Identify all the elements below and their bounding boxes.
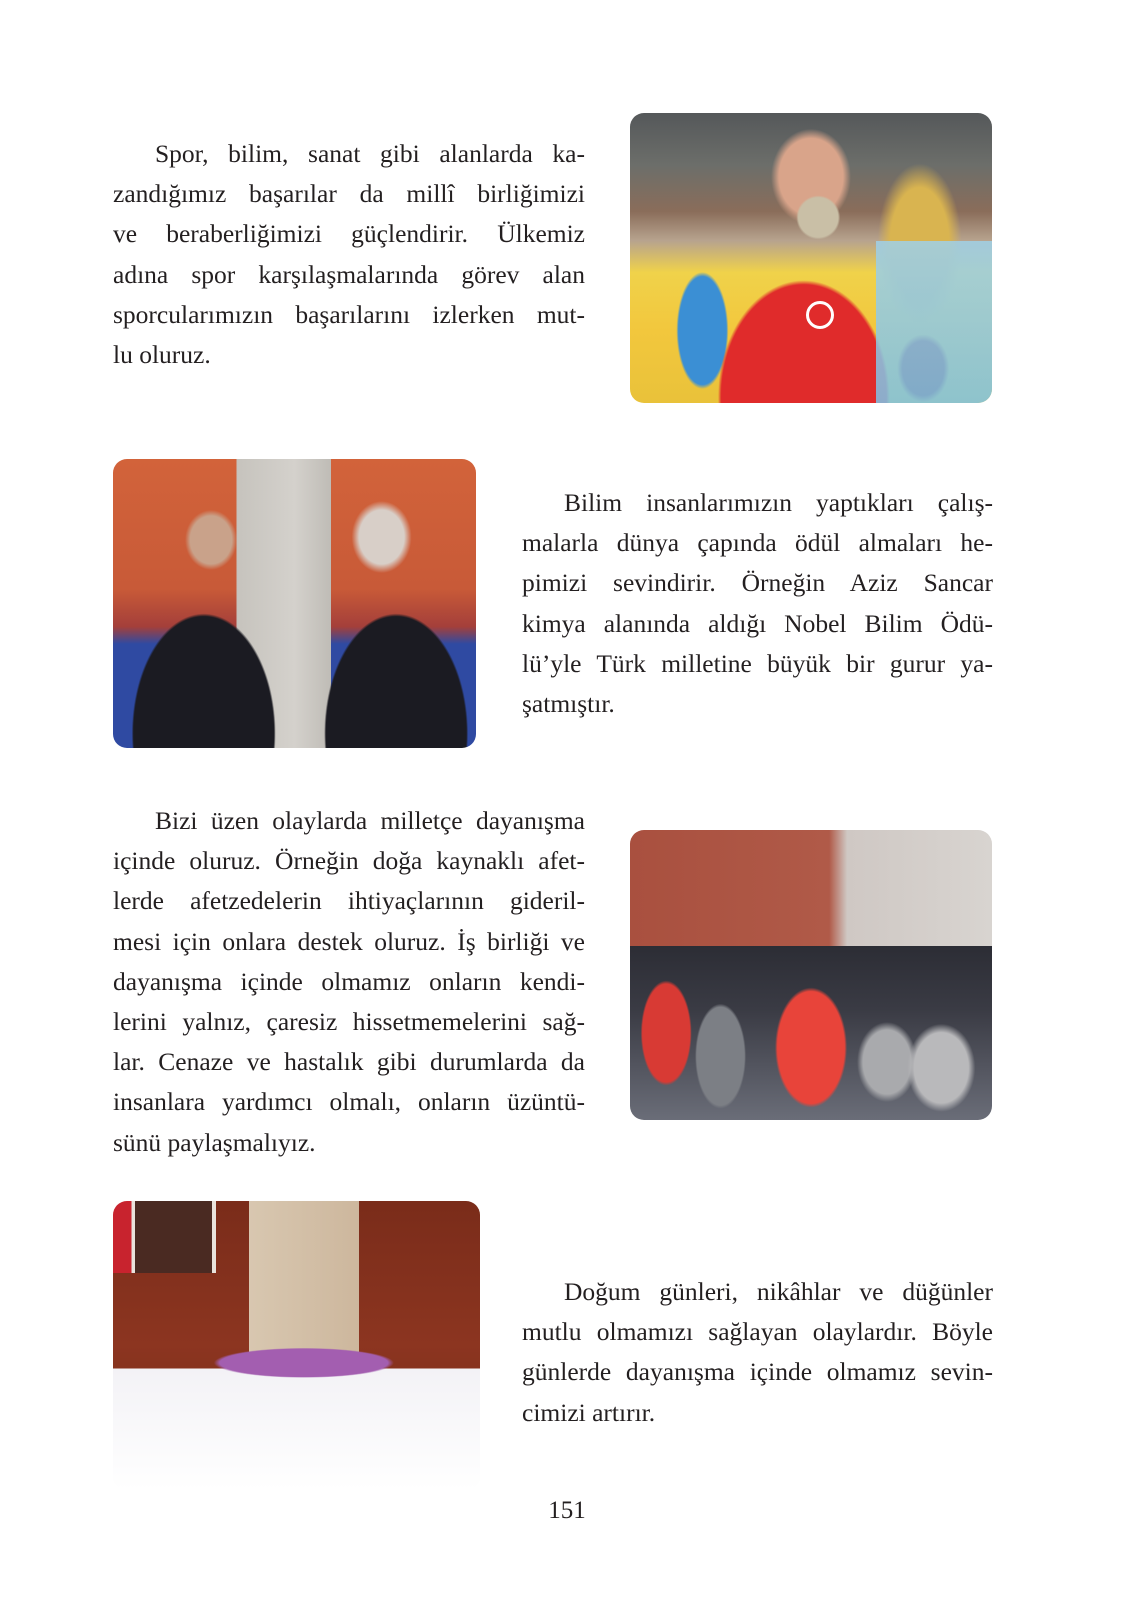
text-line: sünü paylaşmalıyız. <box>113 1127 316 1157</box>
text-line: Bilim insanlarımızın yaptıkları çalış- <box>564 488 993 517</box>
photo-wedding <box>113 1201 480 1490</box>
text-line: şatmıştır. <box>522 688 615 718</box>
text-line: mutlu olmamızı sağlayan olaylardır. Böyle <box>522 1317 993 1347</box>
text-line: mesi için onlara destek oluruz. İş birliği ve <box>113 926 585 956</box>
text-line: günlerde dayanışma içinde olmamız sevin- <box>522 1357 993 1387</box>
text-line: adına spor karşılaşmalarında görev alan <box>113 259 585 289</box>
text-line: insanlara yardımcı olmalı, onların üzüntü- <box>113 1087 585 1117</box>
text-line: zandığımız başarılar da millî birliğimizi <box>113 179 585 209</box>
text-line: lar. Cenaze ve hastalık gibi durumlarda da <box>113 1047 585 1077</box>
text-line: pimizi sevindirir. Örneğin Aziz Sancar <box>522 568 993 598</box>
photo-nobel-ceremony <box>113 459 476 748</box>
photo-athlete-trophy <box>630 113 992 403</box>
text-line: Spor, bilim, sanat gibi alanlarda ka- <box>155 139 585 168</box>
text-line: lerde afetzedelerin ihtiyaçlarının gideril- <box>113 886 585 916</box>
text-line: Bizi üzen olaylarda milletçe dayanışma <box>155 806 585 835</box>
photo-detail <box>876 241 992 403</box>
text-line: dayanışma içinde olmamız onların kendi- <box>113 966 585 996</box>
text-line: sporcularımızın başarılarını izlerken mut- <box>113 299 585 329</box>
crescent-emblem-icon <box>806 301 834 329</box>
photo-aid-distribution <box>630 830 992 1120</box>
text-line: içinde oluruz. Örneğin doğa kaynaklı afet- <box>113 846 585 876</box>
text-line: ve beraberliğimizi güçlendirir. Ülkemiz <box>113 219 585 249</box>
text-line: Doğum günleri, nikâhlar ve düğünler <box>564 1277 993 1306</box>
text-line: cimizi artırır. <box>522 1397 656 1427</box>
page-number: 151 <box>548 1497 586 1524</box>
text-line: kimya alanında aldığı Nobel Bilim Ödü- <box>522 608 993 638</box>
text-line: lu oluruz. <box>113 339 211 369</box>
text-line: lü’yle Türk milletine büyük bir gurur ya- <box>522 648 993 678</box>
text-line: lerini yalnız, çaresiz hissetmemelerini sağ- <box>113 1006 585 1036</box>
text-line: malarla dünya çapında ödül almaları he- <box>522 528 993 558</box>
paragraph-science <box>522 483 993 724</box>
paragraph-solidarity <box>113 801 585 1163</box>
paragraph-celebrations <box>522 1272 993 1433</box>
paragraph-sports <box>113 134 585 375</box>
